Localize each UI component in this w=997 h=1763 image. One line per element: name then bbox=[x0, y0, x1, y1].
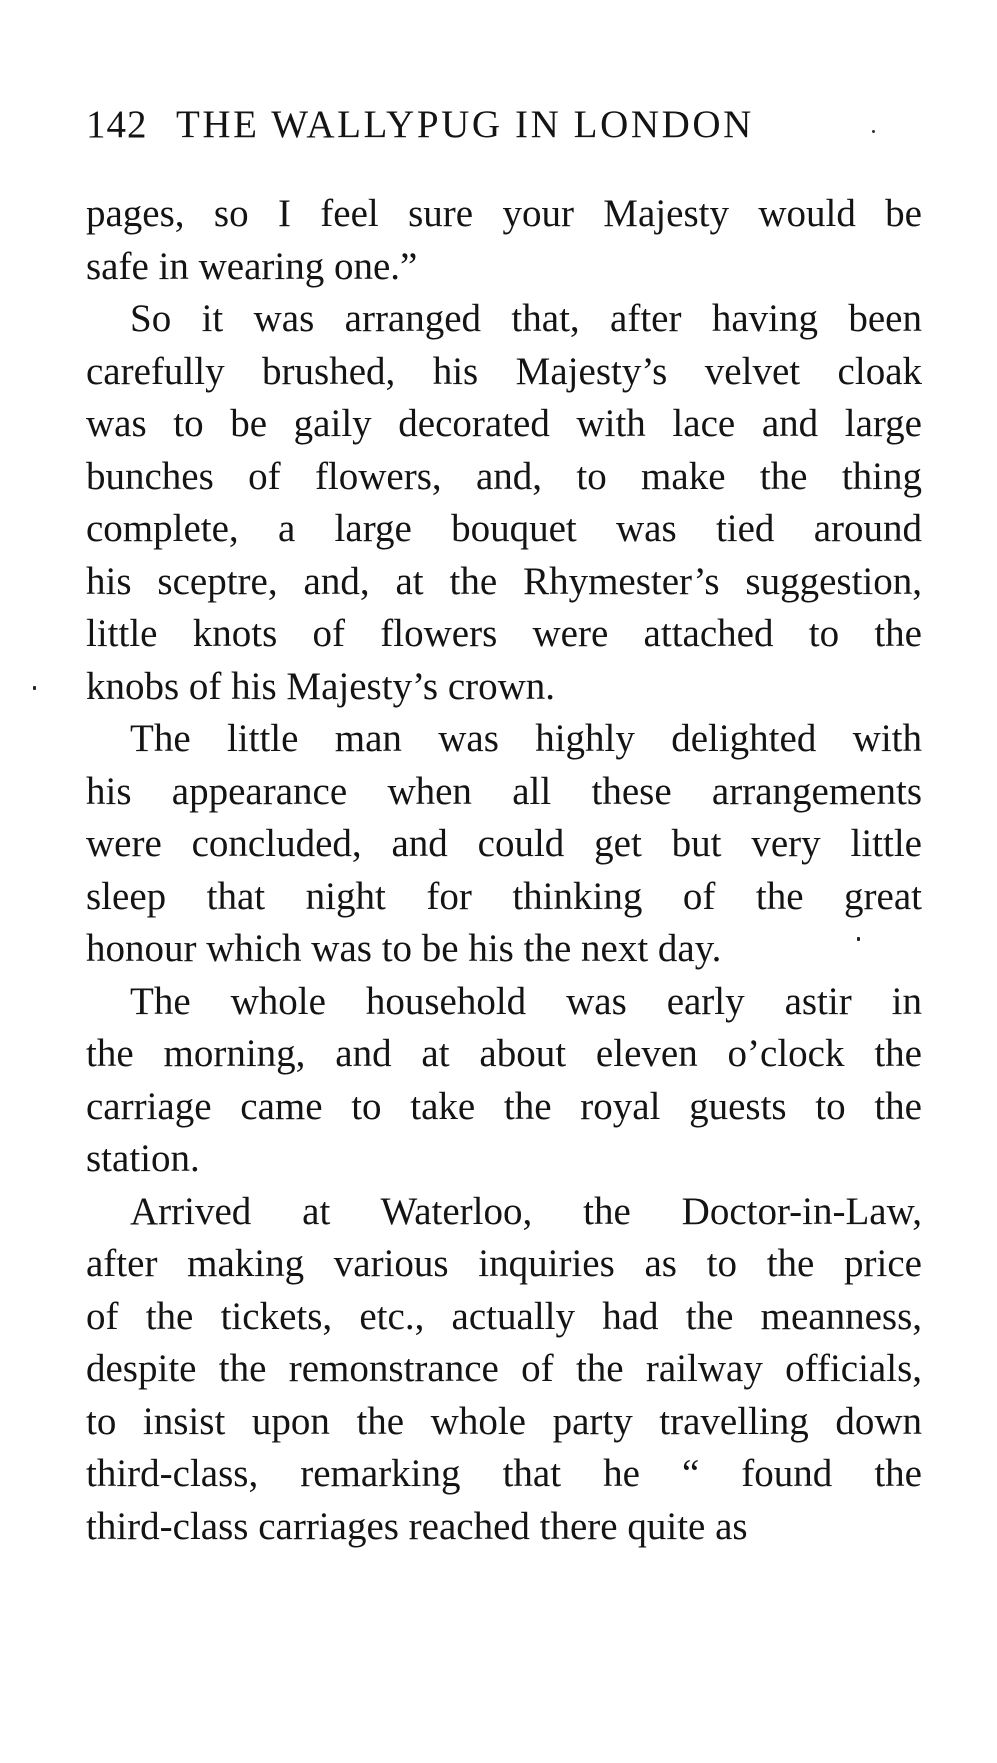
text-line: to insist upon the whole party travelling down bbox=[86, 1399, 922, 1443]
page-number: 142 bbox=[86, 103, 148, 146]
print-speck bbox=[857, 937, 860, 941]
text-line: complete, a large bouquet was tied around bbox=[86, 507, 922, 550]
text-line: after making various inquiries as to the price bbox=[86, 1242, 922, 1285]
paragraph bbox=[86, 1186, 922, 1554]
text-line: honour which was to be his the next day. bbox=[86, 927, 722, 970]
text-line: carefully brushed, his Majesty’s velvet cloak bbox=[86, 349, 922, 393]
text-line: sleep that night for thinking of the great bbox=[86, 874, 922, 918]
paragraph bbox=[86, 293, 922, 713]
text-line: carriage came to take the royal guests to the bbox=[86, 1084, 922, 1128]
running-title: THE WALLYPUG IN LONDON bbox=[176, 103, 754, 146]
text-line: little knots of flowers were attached to the bbox=[86, 612, 922, 655]
text-line: his sceptre, and, at the Rhymester’s suggestion, bbox=[86, 559, 922, 603]
text-line: The whole household was early astir in bbox=[130, 979, 922, 1023]
body-text bbox=[86, 188, 922, 1553]
text-line: station. bbox=[86, 1137, 200, 1180]
text-line: were concluded, and could get but very little bbox=[86, 822, 922, 865]
paragraph bbox=[86, 188, 922, 293]
text-line: the morning, and at about eleven o’clock the bbox=[86, 1032, 922, 1075]
text-line: of the tickets, etc., actually had the meanness, bbox=[86, 1294, 922, 1338]
print-speck bbox=[872, 130, 875, 133]
text-line: third-class, remarking that he “ found the bbox=[86, 1452, 922, 1495]
text-line: pages, so I feel sure your Majesty would be bbox=[86, 192, 922, 235]
running-head bbox=[86, 100, 886, 150]
paragraph bbox=[86, 976, 922, 1186]
text-line: The little man was highly delighted with bbox=[130, 717, 922, 760]
text-line: Arrived at Waterloo, the Doctor-in-Law, bbox=[130, 1189, 922, 1233]
text-line: was to be gaily decorated with lace and large bbox=[86, 402, 922, 445]
text-line: despite the remonstrance of the railway officials, bbox=[86, 1347, 922, 1390]
print-speck bbox=[33, 686, 36, 690]
paragraph bbox=[86, 713, 922, 976]
text-line: third-class carriages reached there quite as bbox=[86, 1504, 748, 1548]
text-line: knobs of his Majesty’s crown. bbox=[86, 664, 556, 708]
text-line: bunches of flowers, and, to make the thing bbox=[86, 454, 922, 498]
text-line: his appearance when all these arrangements bbox=[86, 769, 922, 813]
text-line: safe in wearing one.” bbox=[86, 244, 418, 288]
text-line: So it was arranged that, after having been bbox=[130, 297, 922, 340]
